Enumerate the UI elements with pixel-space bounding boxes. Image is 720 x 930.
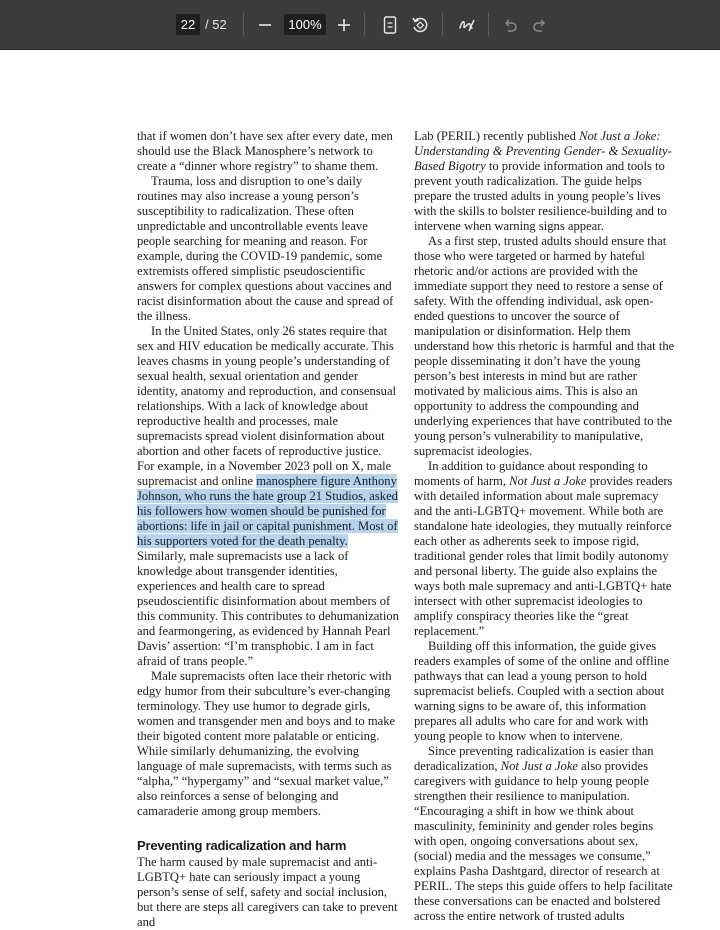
toolbar-divider — [243, 13, 244, 36]
draw-button[interactable] — [455, 13, 479, 37]
guide-title: Not Just a Joke — [509, 474, 587, 488]
paragraph-text: Since preventing radicalization is easier than deradicalization, — [414, 744, 654, 773]
pdf-toolbar — [0, 0, 720, 50]
paragraph: Male supremacists often lace their rhetoric with edgy humor from their subculture’s ever-changing terminology. They use humor to degrade girls, women and transgender men and boys and to make their bigoted content more palatable or enticing. While similarly dehumanizing, the evolving language of male supremacists, with terms such as “alpha,” “hypergamy” and “sexual market value,” also reinforces a sense of belonging and camaraderie among group members. — [137, 669, 396, 818]
paragraph-text: In the United States, only 26 states require that sex and HIV education be medically accurate. This leaves chasms in young people’s understanding of sexual health, sexual orientation and gender identity, anatomy and reproduction, and consensual relationships. With a lack of knowledge about reproductive health and processes, male supremacists spread violent disinformation about abortion and other facets of reproductive justice. For example, in a November 2023 poll on X, male supremacist and online — [137, 324, 397, 488]
text-column-left — [137, 129, 399, 930]
paragraph-text: In addition to guidance about responding to moments of harm, — [414, 459, 648, 488]
guide-title: Not Just a Joke — [500, 759, 579, 773]
section-heading: Preventing radicalization and harm — [137, 838, 347, 853]
paragraph — [414, 129, 676, 234]
paragraph-text: to provide information and tools to prevent youth radicalization. The guide helps prepare the trusted adults in young people’s lives with the skills to bolster resilience-building and to intervene when warning signs appear. — [414, 159, 667, 233]
redo-icon — [532, 17, 548, 33]
zoom-out-button[interactable] — [253, 13, 277, 37]
rotate-icon — [411, 16, 429, 34]
paragraph-text: also provides caregivers with guidance to help young people strengthen their resilience to manipulation. “Encouraging a shift in how we think about masculinity, femininity and gender roles begins with open, ongoing conversations about sex, (social) media and the messages we consume,” explains Pasha Dashtgard, director of research at PERIL. The steps this guide offers to help facilitate these conversations can be enacted and bolstered across the entire network of trusted adults — [414, 759, 673, 923]
draw-icon — [458, 16, 476, 34]
paragraph: Building off this information, the guide gives readers examples of some of the online and offline pathways that can lead a young person to hold supremacist beliefs. Coupled with a section about warning signs to be aware of, this information prepares all adults who care for and work with young people to know when to intervene. — [414, 639, 670, 743]
paragraph-text: Lab (PERIL) recently published — [414, 129, 580, 143]
rotate-button[interactable] — [408, 13, 432, 37]
fit-page-icon — [383, 16, 397, 34]
paragraph: The harm caused by male supremacist and anti-LGBTQ+ hate can seriously impact a young person’s sense of self, safety and social inclusion, but there are steps all caregivers can take to prevent and — [137, 855, 398, 929]
zoom-in-button[interactable] — [332, 13, 356, 37]
fit-page-button[interactable] — [378, 13, 402, 37]
paragraph-text: Similarly, male supremacists use a lack of knowledge about transgender identities, experiences and health care to spread pseudoscientific disinformation about members of this community. This contributes to dehumanization and fearmongering, as evidenced by Hannah Pearl Davis’ assertion: “I’m transphobic. I am in fact afraid of trans people.” — [137, 549, 399, 668]
redo-button[interactable] — [528, 13, 552, 37]
minus-icon — [258, 18, 272, 32]
undo-button[interactable] — [498, 13, 522, 37]
toolbar-divider — [488, 13, 489, 36]
pdf-page — [0, 50, 720, 929]
zoom-level[interactable]: 100% — [284, 14, 326, 35]
undo-icon — [502, 17, 518, 33]
paragraph: As a first step, trusted adults should ensure that those who were targeted or harmed by hateful rhetoric and/or actions are provided with the immediate support they need to restore a sense of safety. With the offending individual, ask open-ended questions to uncover the source of manipulation or disinformation. Help them understand how this rhetoric is harmful and that the people disseminating it don’t have the young person’s best interests in mind but are rather motivated by malicious aims. This is also an opportunity to address the compounding and underlying experiences that have contributed to the young person’s vulnerability to manipulative, supremacist ideologies. — [414, 234, 675, 458]
toolbar-divider — [442, 13, 443, 36]
paragraph — [414, 744, 676, 924]
highlighted-text[interactable]: manosphere figure Anthony Johnson, who runs the hate group 21 Studios, asked his followers how women should be punished for abortions: life in jail or capital punishment. Most of his supporters voted for the death penalty. — [137, 474, 398, 548]
guide-title: Not Just a Joke: Understanding & Preventing Gender- & Sexuality-Based Bigotry — [414, 129, 672, 173]
toolbar-divider — [364, 13, 365, 36]
paragraph: Trauma, loss and disruption to one’s daily routines may also increase a young person’s susceptibility to radicalization. These often unpredictable and uncontrollable events leave people searching for meaning and reason. For example, during the COVID-19 pandemic, some extremists offered simplistic pseudoscientific answers for complex questions about vaccines and racist disinformation about the cause and spread of the illness. — [137, 174, 394, 323]
paragraph-text: provides readers with detailed information about male supremacy and the anti-LGBTQ+ movement. While both are standalone hate ideologies, they mutually reinforce each other as adherents seek to impose rigid, traditional gender roles that limit bodily autonomy and personal liberty. The guide also explains the ways both male supremacy and anti-LGBTQ+ hate intersect with other supremacist ideologies to amplify conspiracy theories like the “great replacement.” — [414, 474, 673, 638]
paragraph — [414, 459, 676, 639]
plus-icon — [337, 18, 351, 32]
paragraph — [137, 324, 399, 669]
page-number-input[interactable] — [176, 14, 200, 35]
text-column-right — [414, 129, 676, 924]
paragraph: that if women don’t have sex after every date, men should use the Black Manosphere’s network to create a “dinner whore registry” to shame them. — [137, 129, 393, 173]
page-total-label: / 52 — [205, 17, 227, 32]
